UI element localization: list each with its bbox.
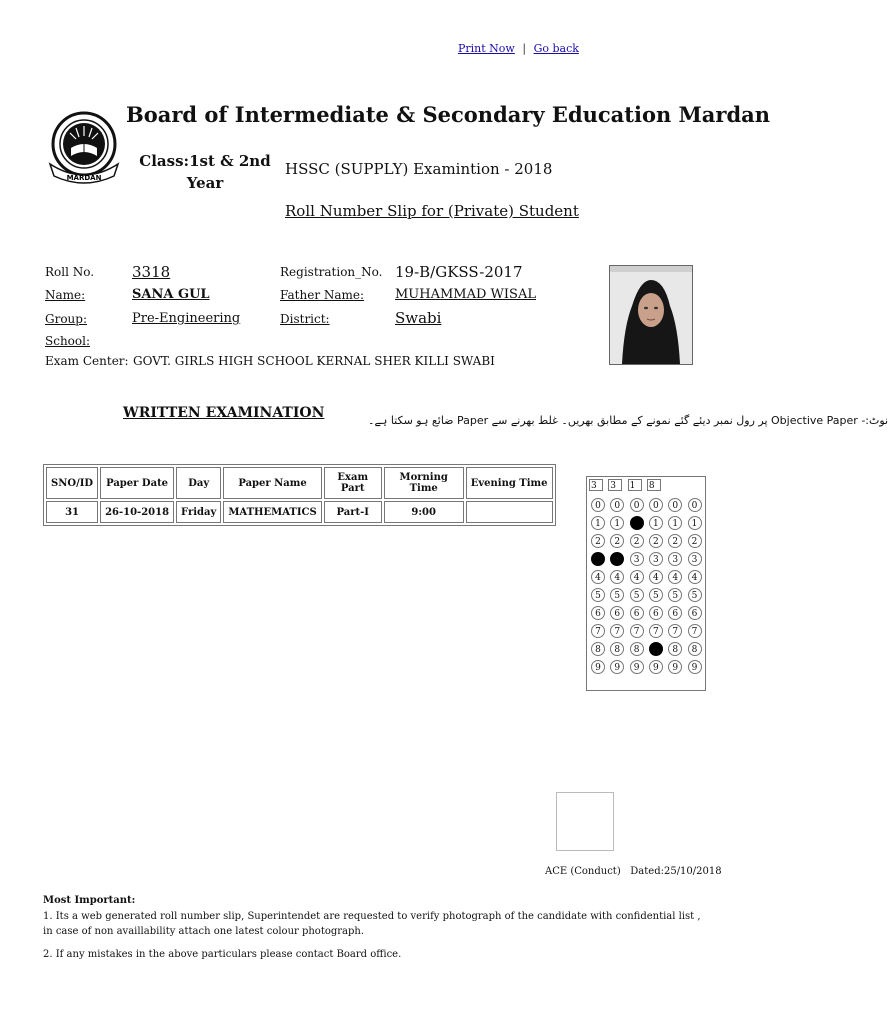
roll-label: Roll No.	[45, 265, 95, 279]
omr-bubble: 6	[688, 606, 702, 620]
school-label: School:	[45, 334, 90, 348]
cell-sno: 31	[46, 501, 98, 523]
omr-bubble: 8	[610, 642, 624, 656]
omr-bubble: 7	[649, 624, 663, 638]
omr-bubble: 4	[610, 570, 624, 584]
omr-bubble: 5	[668, 588, 682, 602]
omr-bubble: 7	[688, 624, 702, 638]
note-1: 1. Its a web generated roll number slip, Superintendet are requested to verify photograph of the candidate with confidential list , in case of non availlability attach one latest colour photograph.	[43, 911, 701, 937]
omr-bubble: 2	[591, 534, 605, 548]
omr-bubble: 3	[630, 552, 644, 566]
dated-label: Dated:25/10/2018	[630, 866, 722, 877]
col-sno: SNO/ID	[46, 467, 98, 499]
col-exam-part: Exam Part	[324, 467, 382, 499]
omr-roll-grid	[586, 476, 706, 691]
omr-bubble: 4	[630, 570, 644, 584]
class-label: Class:1st & 2nd Year	[139, 152, 271, 192]
top-links	[458, 42, 579, 55]
district-label: District:	[280, 312, 330, 326]
link-separator: |	[522, 42, 527, 55]
cell-day: Friday	[176, 501, 221, 523]
omr-bubble: 9	[649, 660, 663, 674]
cell-exam-part: Part-I	[324, 501, 382, 523]
ace-signature	[545, 866, 722, 877]
omr-bubble: 9	[688, 660, 702, 674]
omr-bubble: 0	[610, 498, 624, 512]
omr-bubble: 3	[610, 552, 624, 566]
omr-bubble: 7	[630, 624, 644, 638]
board-logo	[44, 106, 124, 186]
omr-bubble: 2	[610, 534, 624, 548]
omr-digit-box: 8	[647, 479, 661, 491]
omr-bubble: 6	[610, 606, 624, 620]
omr-bubble: 4	[668, 570, 682, 584]
col-date: Paper Date	[100, 467, 174, 499]
cell-paper-name: MATHEMATICS	[223, 501, 321, 523]
omr-bubble: 2	[649, 534, 663, 548]
omr-bubble: 8	[591, 642, 605, 656]
registration-label: Registration_No.	[280, 265, 383, 279]
omr-bubble: 8	[630, 642, 644, 656]
omr-bubble: 9	[630, 660, 644, 674]
go-back-link[interactable]: Go back	[533, 42, 579, 55]
omr-bubble: 6	[649, 606, 663, 620]
omr-bubble: 1	[649, 516, 663, 530]
group-label: Group:	[45, 312, 87, 326]
slip-title: Roll Number Slip for (Private) Student	[285, 202, 579, 220]
urdu-note: نوٹ:- Objective Paper پر رول نمبر دیئے گئے نمونے کے مطابق بھریں۔ غلط بھرنے سے Paper ضائع ہو سکتا ہے۔	[368, 414, 888, 427]
district-value: Swabi	[395, 309, 442, 327]
exam-title: HSSC (SUPPLY) Examintion - 2018	[285, 160, 553, 178]
student-photo	[609, 265, 693, 365]
col-day: Day	[176, 467, 221, 499]
cell-evening-time	[466, 501, 553, 523]
omr-bubble: 3	[591, 552, 605, 566]
exam-center-value: GOVT. GIRLS HIGH SCHOOL KERNAL SHER KILLI SWABI	[133, 354, 495, 368]
omr-bubble: 9	[668, 660, 682, 674]
omr-bubble: 5	[591, 588, 605, 602]
omr-bubble: 0	[688, 498, 702, 512]
col-morning-time: Morning Time	[384, 467, 464, 499]
omr-bubble: 0	[649, 498, 663, 512]
omr-bubble: 4	[649, 570, 663, 584]
omr-bubble: 1	[610, 516, 624, 530]
omr-bubble: 7	[591, 624, 605, 638]
omr-bubble: 4	[591, 570, 605, 584]
omr-bubble: 3	[649, 552, 663, 566]
exam-center-label: Exam Center:	[45, 354, 129, 368]
father-label: Father Name:	[280, 288, 365, 302]
omr-bubble: 5	[630, 588, 644, 602]
group-value: Pre-Engineering	[132, 311, 241, 326]
student-name: SANA GUL	[132, 287, 210, 302]
omr-bubble: 6	[668, 606, 682, 620]
omr-bubble: 1	[668, 516, 682, 530]
omr-bubble: 1	[688, 516, 702, 530]
signature-image	[556, 792, 614, 851]
print-now-link[interactable]: Print Now	[458, 42, 515, 55]
paper-table	[43, 464, 556, 526]
omr-bubble: 7	[668, 624, 682, 638]
omr-bubble: 1	[591, 516, 605, 530]
father-name: MUHAMMAD WISAL	[395, 287, 536, 302]
ace-label: ACE (Conduct)	[545, 866, 621, 877]
written-exam-title: WRITTEN EXAMINATION	[123, 405, 325, 421]
name-label: Name:	[45, 288, 86, 302]
omr-bubble: 0	[668, 498, 682, 512]
omr-bubble: 4	[688, 570, 702, 584]
omr-bubble: 1	[630, 516, 644, 530]
cell-date: 26-10-2018	[100, 501, 174, 523]
omr-bubble: 5	[649, 588, 663, 602]
col-paper-name: Paper Name	[223, 467, 321, 499]
col-evening-time: Evening Time	[466, 467, 553, 499]
omr-bubble: 6	[591, 606, 605, 620]
omr-bubble: 8	[668, 642, 682, 656]
omr-bubble: 5	[688, 588, 702, 602]
omr-bubble: 9	[591, 660, 605, 674]
omr-bubble: 3	[668, 552, 682, 566]
omr-bubble: 2	[688, 534, 702, 548]
omr-bubble: 8	[649, 642, 663, 656]
omr-digit-box: 1	[628, 479, 642, 491]
cell-morning-time: 9:00	[384, 501, 464, 523]
omr-bubble: 5	[610, 588, 624, 602]
most-important-heading: Most Important:	[43, 895, 136, 906]
omr-bubble: 0	[630, 498, 644, 512]
table-header-row	[46, 467, 553, 499]
omr-digit-box: 3	[589, 479, 603, 491]
omr-bubble: 6	[630, 606, 644, 620]
omr-bubble: 9	[610, 660, 624, 674]
omr-bubble: 7	[610, 624, 624, 638]
omr-bubble: 2	[668, 534, 682, 548]
logo-text: MARDAN	[66, 174, 102, 182]
omr-digit-box: 3	[608, 479, 622, 491]
note-2: 2. If any mistakes in the above particulars please contact Board office.	[43, 949, 402, 960]
table-row	[46, 501, 553, 523]
omr-bubble: 8	[688, 642, 702, 656]
registration-number: 19-B/GKSS-2017	[395, 263, 523, 281]
omr-bubble: 0	[591, 498, 605, 512]
board-title: Board of Intermediate & Secondary Education Mardan	[126, 102, 771, 127]
omr-bubble: 3	[688, 552, 702, 566]
roll-number: 3318	[132, 263, 171, 281]
omr-bubble: 2	[630, 534, 644, 548]
